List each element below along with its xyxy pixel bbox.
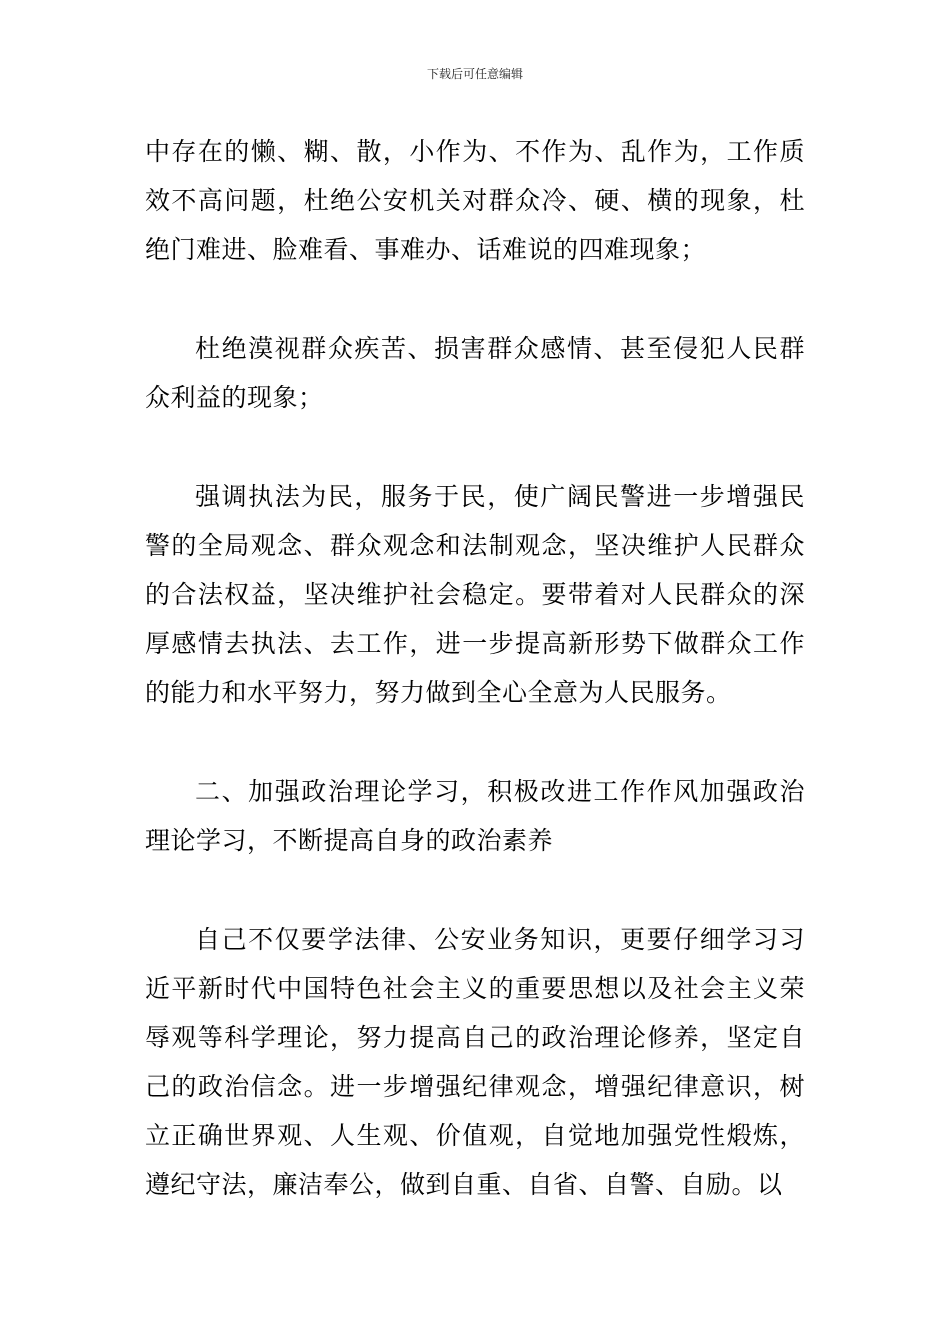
document-body: [145, 127, 805, 1209]
paragraph: 杜绝漠视群众疾苦、损害群众感情、甚至侵犯人民群众利益的现象；: [145, 334, 805, 412]
paragraph: 自己不仅要学法律、公安业务知识，更要仔细学习习近平新时代中国特色社会主义的重要思想以及社会主义荣辱观等科学理论，努力提高自己的政治理论修养，坚定自己的政治信念。进一步增强纪律观念，增强纪律意识，树立正确世界观、人生观、价值观，自觉地加强党性煅炼，遵纪守法，廉洁奉公，做到自重、自省、自警、自励。以: [145, 925, 805, 1199]
paragraph-continuation: 中存在的懒、糊、散，小作为、不作为、乱作为，工作质效不高问题，杜绝公安机关对群众冷、硬、横的现象，杜绝门难进、脸难看、事难办、话难说的四难现象；: [145, 137, 805, 264]
page-header: 下载后可任意编辑: [426, 67, 523, 81]
section-heading: 二、加强政治理论学习，积极改进工作作风加强政治理论学习，不断提高自身的政治素养: [145, 777, 805, 855]
paragraph: 强调执法为民，服务于民，使广阔民警进一步增强民警的全局观念、群众观念和法制观念，坚决维护人民群众的合法权益，坚决维护社会稳定。要带着对人民群众的深厚感情去执法、去工作，进一步提高新形势下做群众工作的能力和水平努力，努力做到全心全意为人民服务。: [145, 482, 805, 707]
